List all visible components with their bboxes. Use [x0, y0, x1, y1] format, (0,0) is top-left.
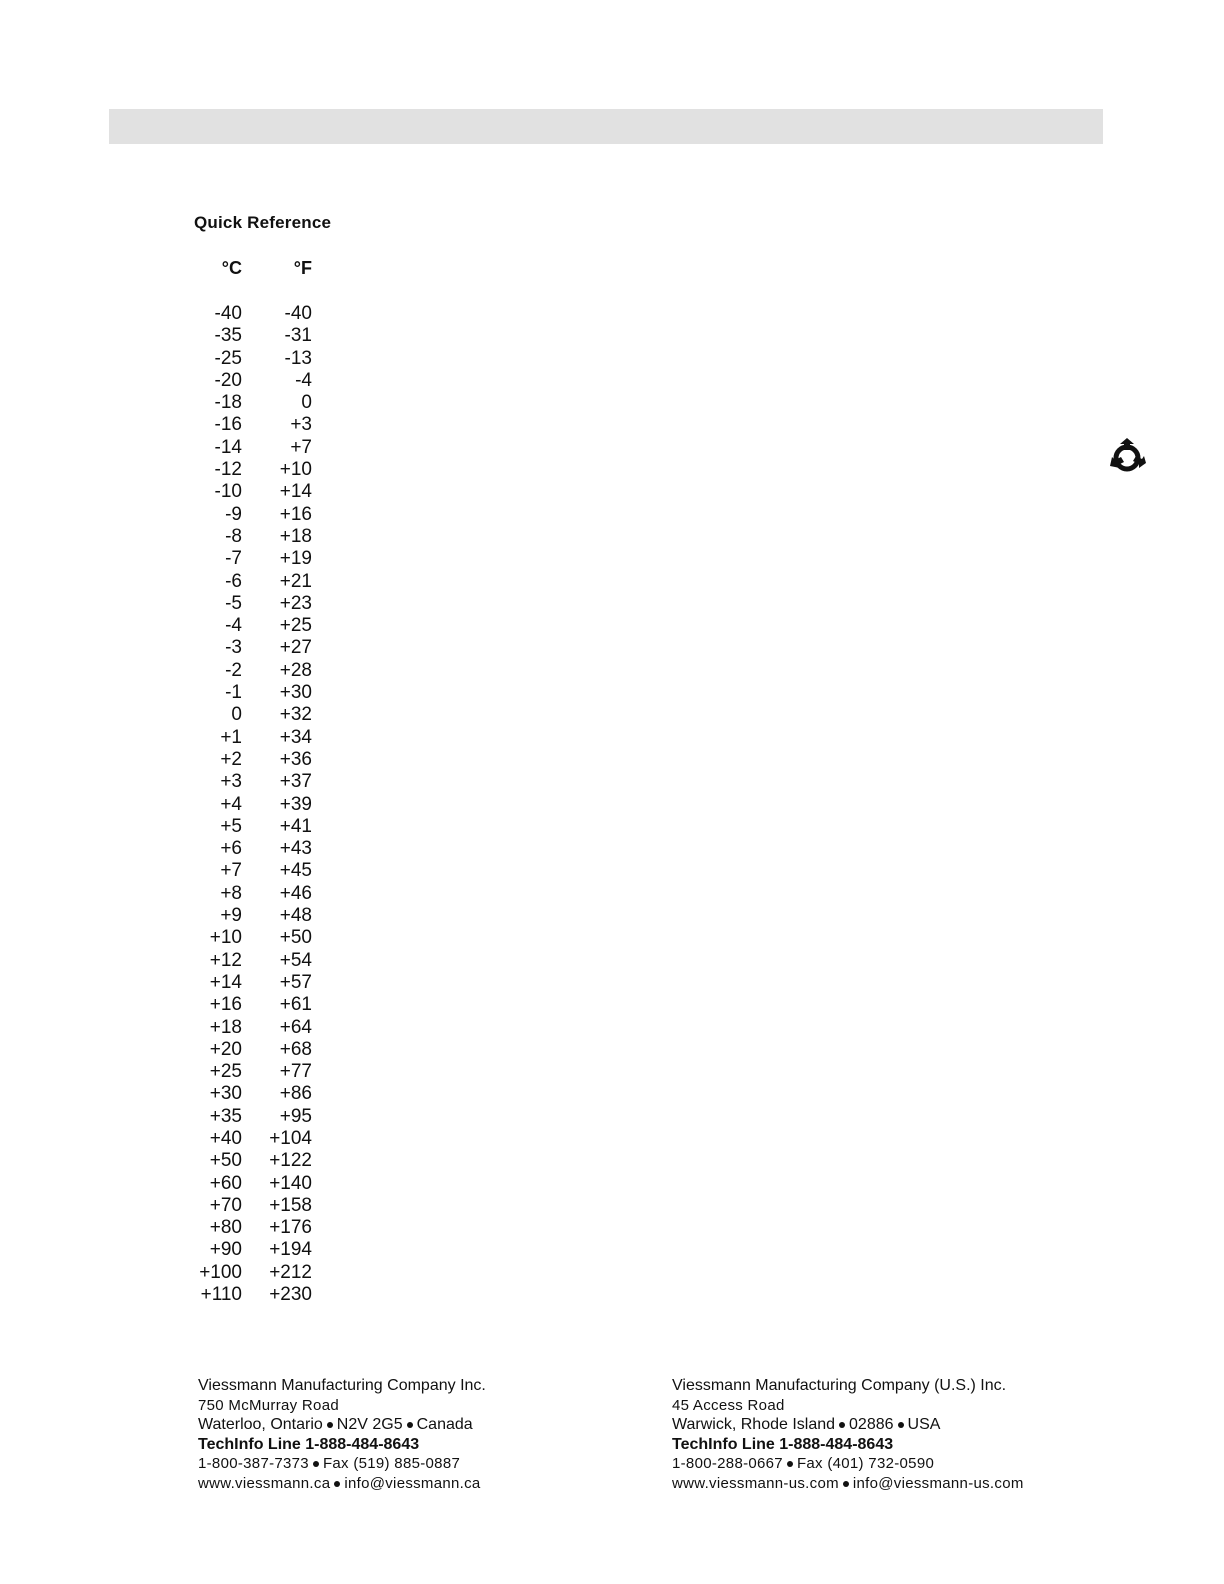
table-row — [196, 994, 326, 1016]
celsius-value: +8 — [220, 882, 242, 904]
celsius-value: +7 — [220, 860, 242, 882]
fahrenheit-value: +77 — [279, 1061, 312, 1083]
celsius-value: +35 — [209, 1105, 242, 1127]
header-band — [109, 109, 1103, 144]
fax: Fax (519) 885-0887 — [322, 1455, 461, 1473]
table-row — [196, 704, 326, 726]
fahrenheit-value: -31 — [284, 325, 312, 347]
table-row — [196, 370, 326, 392]
fahrenheit-value: +54 — [279, 949, 312, 971]
table-row — [196, 660, 326, 682]
city: Warwick, Rhode Island — [672, 1416, 836, 1434]
fahrenheit-value: +37 — [279, 771, 312, 793]
fahrenheit-value: +176 — [269, 1217, 312, 1239]
celsius-header: °C — [221, 258, 242, 278]
table-row — [196, 1239, 326, 1261]
fahrenheit-value: +28 — [279, 659, 312, 681]
street: 45 Access Road — [672, 1396, 785, 1414]
bullet-icon — [843, 1481, 849, 1487]
city: Waterloo, Ontario — [198, 1416, 323, 1434]
fahrenheit-value: +39 — [279, 793, 312, 815]
fahrenheit-value: +48 — [279, 905, 312, 927]
fahrenheit-value: +43 — [279, 838, 312, 860]
table-row — [196, 637, 326, 659]
country: Canada — [416, 1416, 473, 1434]
table-row — [196, 325, 326, 347]
phone-line — [672, 1454, 1050, 1474]
celsius-value: -20 — [214, 369, 242, 391]
celsius-value: -6 — [225, 570, 242, 592]
fahrenheit-value: +19 — [279, 548, 312, 570]
table-row — [196, 794, 326, 816]
table-row — [196, 927, 326, 949]
fahrenheit-value: +3 — [290, 414, 312, 436]
fahrenheit-value: -4 — [295, 369, 312, 391]
fahrenheit-value: +212 — [269, 1261, 312, 1283]
fahrenheit-header: °F — [293, 258, 312, 278]
techinfo-line: TechInfo Line 1-888-484-8643 — [198, 1435, 420, 1453]
website-link[interactable]: www.viessmann-us.com — [672, 1474, 839, 1492]
phone: 1-800-288-0667 — [672, 1455, 783, 1473]
fahrenheit-value: 0 — [301, 392, 312, 414]
celsius-value: -3 — [225, 637, 242, 659]
city-line — [198, 1415, 503, 1435]
celsius-value: -16 — [214, 414, 242, 436]
celsius-value: +18 — [209, 1016, 242, 1038]
celsius-value: -35 — [214, 325, 242, 347]
table-row — [196, 950, 326, 972]
fahrenheit-value: +122 — [269, 1150, 312, 1172]
celsius-value: +20 — [209, 1038, 242, 1060]
table-row — [196, 1061, 326, 1083]
table-row — [196, 459, 326, 481]
celsius-value: 0 — [231, 704, 242, 726]
table-row — [196, 1150, 326, 1172]
celsius-value: -12 — [214, 459, 242, 481]
celsius-value: -10 — [214, 481, 242, 503]
celsius-value: +6 — [220, 838, 242, 860]
table-row — [196, 860, 326, 882]
bullet-icon — [407, 1422, 413, 1428]
celsius-value: -14 — [214, 436, 242, 458]
table-row — [196, 303, 326, 325]
table-row — [196, 1217, 326, 1239]
fahrenheit-value: +30 — [279, 682, 312, 704]
table-row — [196, 1106, 326, 1128]
street: 750 McMurray Road — [198, 1396, 339, 1414]
celsius-value: +30 — [209, 1083, 242, 1105]
conversion-rows — [196, 303, 326, 1306]
postal: N2V 2G5 — [336, 1416, 403, 1434]
fahrenheit-value: +36 — [279, 748, 312, 770]
fahrenheit-value: +45 — [279, 860, 312, 882]
table-row — [196, 1039, 326, 1061]
table-row — [196, 727, 326, 749]
celsius-value: +60 — [209, 1172, 242, 1194]
celsius-value: +50 — [209, 1150, 242, 1172]
email-link[interactable]: info@viessmann-us.com — [852, 1474, 1024, 1492]
table-row — [196, 481, 326, 503]
table-row — [196, 905, 326, 927]
web-line — [198, 1474, 503, 1494]
email-link[interactable]: info@viessmann.ca — [344, 1474, 481, 1492]
table-row — [196, 437, 326, 459]
quick-reference-title: Quick Reference — [194, 213, 332, 232]
country: USA — [907, 1416, 941, 1434]
table-row — [196, 392, 326, 414]
fahrenheit-value: +86 — [279, 1083, 312, 1105]
celsius-value: -4 — [225, 615, 242, 637]
celsius-value: -25 — [214, 347, 242, 369]
table-row — [196, 414, 326, 436]
recycle-icon — [1106, 436, 1148, 478]
fahrenheit-value: +32 — [279, 704, 312, 726]
celsius-value: +12 — [209, 949, 242, 971]
table-row — [196, 593, 326, 615]
table-row — [196, 1017, 326, 1039]
fahrenheit-value: +57 — [279, 971, 312, 993]
table-row — [196, 1195, 326, 1217]
table-row — [196, 504, 326, 526]
celsius-value: +14 — [209, 971, 242, 993]
city-line — [672, 1415, 1050, 1435]
celsius-value: -40 — [214, 303, 242, 324]
bullet-icon — [839, 1422, 845, 1428]
bullet-icon — [327, 1422, 333, 1428]
web-line — [672, 1474, 1050, 1494]
website-link[interactable]: www.viessmann.ca — [198, 1474, 331, 1492]
fahrenheit-value: +10 — [279, 459, 312, 481]
celsius-value: -18 — [214, 392, 242, 414]
fahrenheit-value: +14 — [279, 481, 312, 503]
techinfo-line: TechInfo Line 1-888-484-8643 — [672, 1435, 894, 1453]
table-row — [196, 682, 326, 704]
fahrenheit-value: +68 — [279, 1038, 312, 1060]
table-row — [196, 816, 326, 838]
table-row — [196, 348, 326, 370]
fahrenheit-value: +95 — [279, 1105, 312, 1127]
celsius-value: +2 — [220, 748, 242, 770]
bullet-icon — [334, 1481, 340, 1487]
table-row — [196, 749, 326, 771]
table-row — [196, 838, 326, 860]
fahrenheit-value: +25 — [279, 615, 312, 637]
fahrenheit-value: +18 — [279, 525, 312, 547]
fahrenheit-value: +61 — [279, 994, 312, 1016]
bullet-icon — [313, 1461, 319, 1467]
bullet-icon — [787, 1461, 793, 1467]
table-row — [196, 1262, 326, 1284]
celsius-value: +3 — [220, 771, 242, 793]
company-name: Viessmann Manufacturing Company Inc. — [198, 1377, 486, 1394]
celsius-value: +5 — [220, 815, 242, 837]
fahrenheit-value: +41 — [279, 815, 312, 837]
celsius-value: -1 — [225, 682, 242, 704]
address-block-canada — [198, 1376, 503, 1494]
table-row — [196, 972, 326, 994]
table-row — [196, 883, 326, 905]
fahrenheit-value: +7 — [290, 436, 312, 458]
fahrenheit-value: +104 — [269, 1127, 312, 1149]
fahrenheit-value: +230 — [269, 1284, 312, 1306]
phone-line — [198, 1454, 503, 1474]
fahrenheit-value: +140 — [269, 1172, 312, 1194]
table-row — [196, 1284, 326, 1306]
table-row — [196, 548, 326, 570]
celsius-value: +4 — [220, 793, 242, 815]
celsius-value: +1 — [220, 726, 242, 748]
table-row — [196, 1173, 326, 1195]
bullet-icon — [898, 1422, 904, 1428]
celsius-value: +90 — [209, 1239, 242, 1261]
fahrenheit-value: +158 — [269, 1194, 312, 1216]
fahrenheit-value: +194 — [269, 1239, 312, 1261]
fahrenheit-value: -13 — [284, 347, 312, 369]
fahrenheit-value: +23 — [279, 592, 312, 614]
fahrenheit-value: -40 — [284, 303, 312, 324]
celsius-value: -9 — [225, 503, 242, 525]
celsius-value: +25 — [209, 1061, 242, 1083]
fahrenheit-value: +50 — [279, 927, 312, 949]
table-row — [196, 571, 326, 593]
company-name: Viessmann Manufacturing Company (U.S.) Inc. — [672, 1377, 1007, 1394]
fahrenheit-value: +21 — [279, 570, 312, 592]
celsius-value: +110 — [200, 1284, 242, 1306]
celsius-value: +70 — [209, 1194, 242, 1216]
fahrenheit-value: +16 — [279, 503, 312, 525]
fax: Fax (401) 732-0590 — [796, 1455, 935, 1473]
table-row — [196, 771, 326, 793]
fahrenheit-value: +64 — [279, 1016, 312, 1038]
celsius-value: -8 — [225, 525, 242, 547]
celsius-value: +10 — [209, 927, 242, 949]
celsius-value: +16 — [209, 994, 242, 1016]
fahrenheit-value: +34 — [279, 726, 312, 748]
celsius-value: +80 — [209, 1217, 242, 1239]
table-row — [196, 526, 326, 548]
phone: 1-800-387-7373 — [198, 1455, 309, 1473]
celsius-value: -7 — [225, 548, 242, 570]
celsius-value: +100 — [199, 1261, 242, 1283]
table-row — [196, 1128, 326, 1150]
table-row — [196, 1083, 326, 1105]
celsius-value: +9 — [220, 905, 242, 927]
fahrenheit-value: +27 — [279, 637, 312, 659]
celsius-value: +40 — [209, 1127, 242, 1149]
celsius-value: -2 — [225, 659, 242, 681]
fahrenheit-value: +46 — [279, 882, 312, 904]
postal: 02886 — [849, 1416, 894, 1434]
celsius-value: -5 — [225, 592, 242, 614]
table-row — [196, 615, 326, 637]
address-block-us — [672, 1376, 1050, 1494]
